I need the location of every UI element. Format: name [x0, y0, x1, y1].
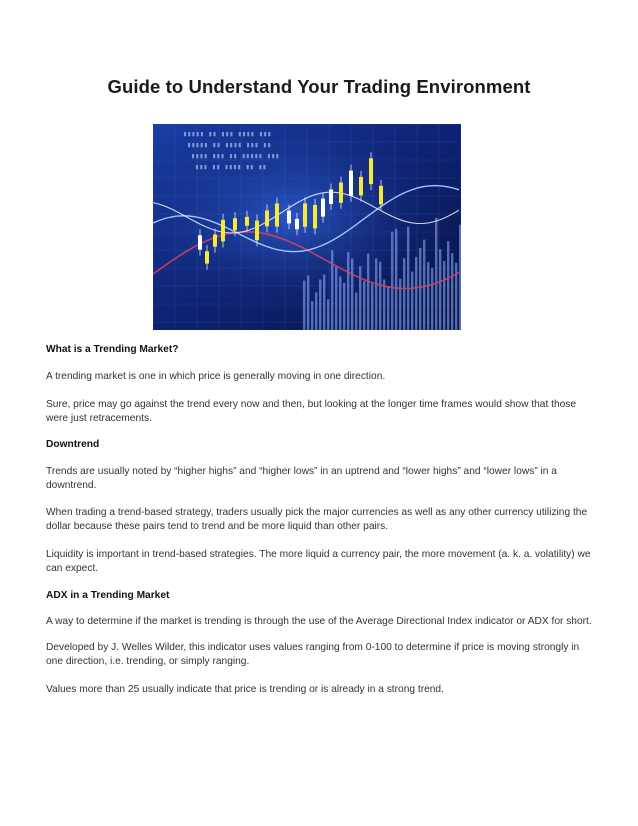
section-heading: ADX in a Trending Market [46, 590, 170, 601]
paragraph: A way to determine if the market is trending is through the use of the Average Directional Index indicator or ADX for short. [46, 616, 592, 627]
svg-text:▮▮▮▮▮ ▮▮ ▮▮▮▮ ▮▮▮ ▮▮: ▮▮▮▮▮ ▮▮ ▮▮▮▮ ▮▮▮ ▮▮ [187, 141, 272, 149]
svg-text:▮▮▮▮ ▮▮▮ ▮▮ ▮▮▮▮▮ ▮▮▮: ▮▮▮▮ ▮▮▮ ▮▮ ▮▮▮▮▮ ▮▮▮ [191, 152, 280, 160]
paragraph: Values more than 25 usually indicate that price is trending or is already in a strong trend. [46, 684, 444, 695]
paragraph: A trending market is one in which price is generally moving in one direction. [46, 371, 386, 382]
paragraph: Sure, price may go against the trend every now and then, but looking at the longer time frames would show that those were just retracements. [46, 399, 577, 425]
svg-text:▮▮▮▮▮ ▮▮ ▮▮▮ ▮▮▮▮ ▮▮▮: ▮▮▮▮▮ ▮▮ ▮▮▮ ▮▮▮▮ ▮▮▮ [183, 130, 272, 138]
paragraph: Trends are usually noted by “higher highs” and “higher lows” in an uptrend and “lower highs” and “lower lows” in a downtrend. [46, 466, 557, 492]
page-title: Guide to Understand Your Trading Environment [107, 76, 531, 97]
paragraph: When trading a trend-based strategy, traders usually pick the major currencies as well as any other currency utilizing the dollar because these pairs tend to trend and be more liquid than other pairs. [46, 507, 588, 533]
section-heading: What is a Trending Market? [46, 344, 179, 355]
paragraph: Liquidity is important in trend-based strategies. The more liquid a currency pair, the more movement (a. k. a. volatility) we can expect. [46, 549, 591, 575]
paragraph: Developed by J. Welles Wilder, this indicator uses values ranging from 0-100 to determine if price is moving strongly in one direction, i.e. trending, or simply ranging. [46, 642, 580, 668]
trading-chart-icon [153, 124, 461, 330]
section-heading: Downtrend [46, 439, 100, 450]
trading-chart-image [153, 124, 461, 330]
svg-text:▮▮▮ ▮▮ ▮▮▮▮ ▮▮ ▮▮: ▮▮▮ ▮▮ ▮▮▮▮ ▮▮ ▮▮ [195, 163, 267, 171]
